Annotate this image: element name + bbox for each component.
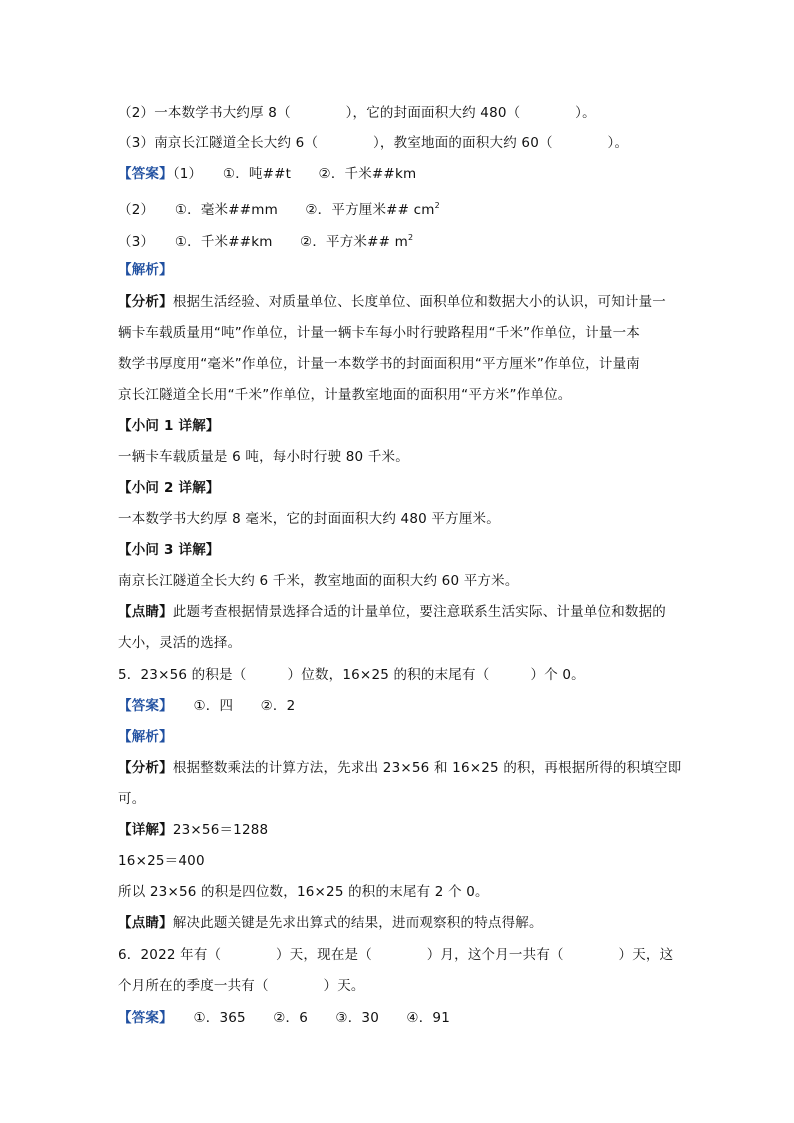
question-4-part-2: （2）一本数学书大约厚 8（ ），它的封面面积大约 480（ ）。 bbox=[118, 105, 596, 121]
answer-4-part-3 bbox=[118, 228, 413, 252]
answer-tag: 【答案】 bbox=[118, 166, 173, 182]
answer-5 bbox=[118, 696, 295, 716]
answer-text: （3） ①．千米##km ②．平方米## m bbox=[118, 234, 409, 250]
fenxi-line-2: 辆卡车载质量用“吨”作单位，计量一辆卡车每小时行驶路程用“千米”作单位，计量一本 bbox=[118, 325, 640, 341]
answer-text: ①．365 ②．6 ③．30 ④．91 bbox=[166, 1010, 450, 1026]
fenxi-text: 根据生活经验、对质量单位、长度单位、面积单位和数据大小的认识，可知计量一 bbox=[172, 294, 667, 310]
sub-question-1-heading: 【小问 1 详解】 bbox=[118, 418, 220, 434]
answer-4-part-1 bbox=[118, 164, 416, 184]
answer-text: （2） ①．毫米##mm ②．平方厘米## cm bbox=[118, 202, 435, 218]
xiangjie-5-line-3: 所以 23×56 的积是四位数，16×25 的积的末尾有 2 个 0。 bbox=[118, 884, 489, 900]
superscript: 2 bbox=[408, 233, 414, 242]
sub-question-3-text: 南京长江隧道全长大约 6 千米，教室地面的面积大约 60 平方米。 bbox=[118, 573, 519, 589]
question-6-line-1: 6．2022 年有（ ）天，现在是（ ）月，这个月一共有（ ）天，这 bbox=[118, 947, 674, 963]
fenxi-tag: 【分析】 bbox=[118, 760, 173, 776]
analysis-heading: 【解析】 bbox=[118, 729, 173, 745]
dianjing-5 bbox=[118, 913, 543, 933]
answer-4-part-2 bbox=[118, 196, 440, 220]
question-5: 5．23×56 的积是（ ）位数，16×25 的积的末尾有（ ）个 0。 bbox=[118, 667, 585, 683]
xiangjie-tag: 【详解】 bbox=[118, 822, 173, 838]
xiangjie-text: 23×56＝1288 bbox=[172, 822, 269, 838]
sub-question-1-text: 一辆卡车载质量是 6 吨，每小时行驶 80 千米。 bbox=[118, 449, 409, 465]
analysis-heading: 【解析】 bbox=[118, 262, 173, 278]
xiangjie-5-line-2: 16×25＝400 bbox=[118, 853, 205, 869]
dianjing-text: 此题考查根据情景选择合适的计量单位，要注意联系生活实际、计量单位和数据的 bbox=[172, 604, 667, 620]
superscript: 2 bbox=[434, 201, 440, 210]
fenxi-text: 根据整数乘法的计算方法，先求出 23×56 和 16×25 的积，再根据所得的积填空即 bbox=[172, 760, 682, 776]
sub-question-2-heading: 【小问 2 详解】 bbox=[118, 480, 220, 496]
fenxi-tag: 【分析】 bbox=[118, 294, 173, 310]
sub-question-2-text: 一本数学书大约厚 8 毫米，它的封面面积大约 480 平方厘米。 bbox=[118, 511, 500, 527]
answer-6 bbox=[118, 1008, 450, 1028]
question-6-line-2: 个月所在的季度一共有（ ）天。 bbox=[118, 978, 365, 994]
answer-text: ①．四 ②．2 bbox=[166, 698, 296, 714]
dianjing-tag: 【点睛】 bbox=[118, 604, 173, 620]
answer-text: （1） ①．吨##t ②．千米##km bbox=[172, 166, 417, 182]
fenxi-5-line-2: 可。 bbox=[118, 791, 146, 807]
answer-tag: 【答案】 bbox=[118, 1010, 167, 1026]
fenxi-line-4: 京长江隧道全长用“千米”作单位，计量教室地面的面积用“平方米”作单位。 bbox=[118, 387, 572, 403]
fenxi-line-1 bbox=[118, 292, 666, 312]
xiangjie-5-line-1 bbox=[118, 820, 268, 840]
dianjing-text: 解决此题关键是先求出算式的结果，进而观察积的特点得解。 bbox=[172, 915, 543, 931]
dianjing-line-1 bbox=[118, 602, 666, 622]
question-4-part-3: （3）南京长江隧道全长大约 6（ ），教室地面的面积大约 60（ ）。 bbox=[118, 135, 629, 151]
fenxi-line-3: 数学书厚度用“毫米”作单位，计量一本数学书的封面面积用“平方厘米”作单位，计量南 bbox=[118, 356, 640, 372]
sub-question-3-heading: 【小问 3 详解】 bbox=[118, 542, 220, 558]
dianjing-line-2: 大小，灵活的选择。 bbox=[118, 635, 242, 651]
dianjing-tag: 【点睛】 bbox=[118, 915, 173, 931]
answer-tag: 【答案】 bbox=[118, 698, 167, 714]
fenxi-5-line-1 bbox=[118, 758, 681, 778]
